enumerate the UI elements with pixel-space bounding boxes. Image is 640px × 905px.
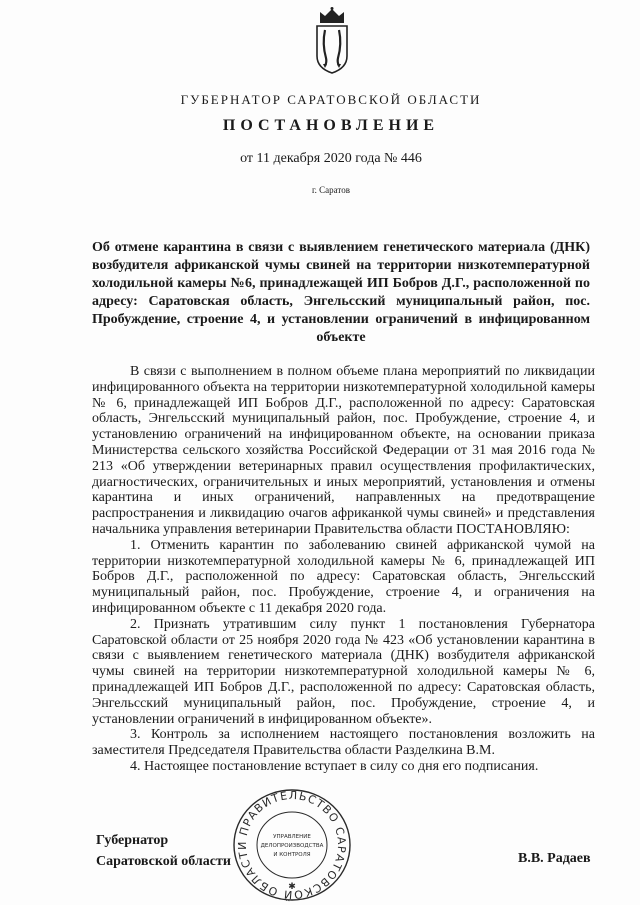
document-type: ПОСТАНОВЛЕНИЕ <box>222 117 440 134</box>
clause-4: 4. Настоящее постановление вступает в силу со дня его подписания. <box>130 758 539 774</box>
clause-2: 2. Признать утратившим силу пункт 1 постановления Губернатора Саратовской области от 25 ноября 2020 года № 423 «Об установлении карантина в связи с выявлением генетического материала (ДНК) возбудителя африканской чумы свиней на территории низкотемпературной холодильной камеры № 6, принадлежащей ИП Бобров Д.Г., расположенной по адресу: Саратовская область, Энгельсский муниципальный район, пос. Пробуждение, строение 4, и установлении ограничений в инфицированном объекте». <box>92 616 595 727</box>
stamp-star-icon: ✱ <box>288 882 296 892</box>
stamp-center-line3: И КОНТРОЛЯ <box>273 852 311 858</box>
clause-1: 1. Отменить карантин по заболеванию свиней африканской чумой на территории низкотемпературной холодильной камеры № 6, принадлежащей ИП Бобров Д.Г., расположенной по адресу: Саратовская область, Энгельсский муниципальный район, пос. Пробуждение, строение 4, и ограничения на инфицированном объекте с 11 декабря 2020 года. <box>92 537 595 616</box>
stamp-center-line2: ДЕЛОПРОИЗВОДСТВА <box>260 843 324 849</box>
signatory-position <box>96 830 231 872</box>
stamp-ring-text: ПРАВИТЕЛЬСТВО САРАТОВСКОЙ ОБЛАСТИ <box>235 788 349 902</box>
stamp-center-line1: УПРАВЛЕНИЕ <box>273 834 311 840</box>
official-stamp <box>230 786 354 904</box>
signatory-position-line2: Саратовской области <box>96 854 231 869</box>
preamble-paragraph: В связи с выполнением в полном объеме плана мероприятий по ликвидации инфицированного объекта на территории низкотемпературной холодильной камеры № 6, принадлежащей ИП Бобров Д.Г., расположенной по адресу: Саратовская область, Энгельсский муниципальный район, пос. Пробуждение, строение 4, и установлению ограничений на инфицированном объекте, на основании приказа Министерства сельского хозяйства Российской Федерации от 31 мая 2016 года № 213 «Об утверждении ветеринарных правил осуществления профилактических, диагностических, ограничительных и иных мероприятий, установления и отмены карантина и иных ограничений, направленных на предотвращение распространения и ликвидацию очагов африканкой чумы свиней» и представления начальника управления ветеринарии Правительства области ПОСТАНОВЛЯЮ: <box>92 364 595 537</box>
clause-3: 3. Контроль за исполнением настоящего постановления возложить на заместителя Председателя Правительства области Разделкина В.М. <box>92 727 595 759</box>
coat-of-arms-icon <box>311 6 353 76</box>
document-title: Об отмене карантина в связи с выявлением генетического материала (ДНК) возбудителя африканской чумы свиней на территории низкотемпературной холодильной камеры №6, принадлежащей ИП Бобров Д.Г., расположенной по адресу: Саратовская область, Энгельсский муниципальный район, пос. Пробуждение, строение 4, и установлении ограничений в инфицированном объекте <box>92 240 590 345</box>
date-and-number: от 11 декабря 2020 года № 446 <box>240 151 422 166</box>
document-body <box>92 364 595 775</box>
signatory-position-line1: Губернатор <box>96 833 169 848</box>
signatory-name: В.В. Радаев <box>518 851 591 866</box>
city: г. Саратов <box>312 185 350 195</box>
issuing-authority: ГУБЕРНАТОР САРАТОВСКОЙ ОБЛАСТИ <box>180 92 482 107</box>
